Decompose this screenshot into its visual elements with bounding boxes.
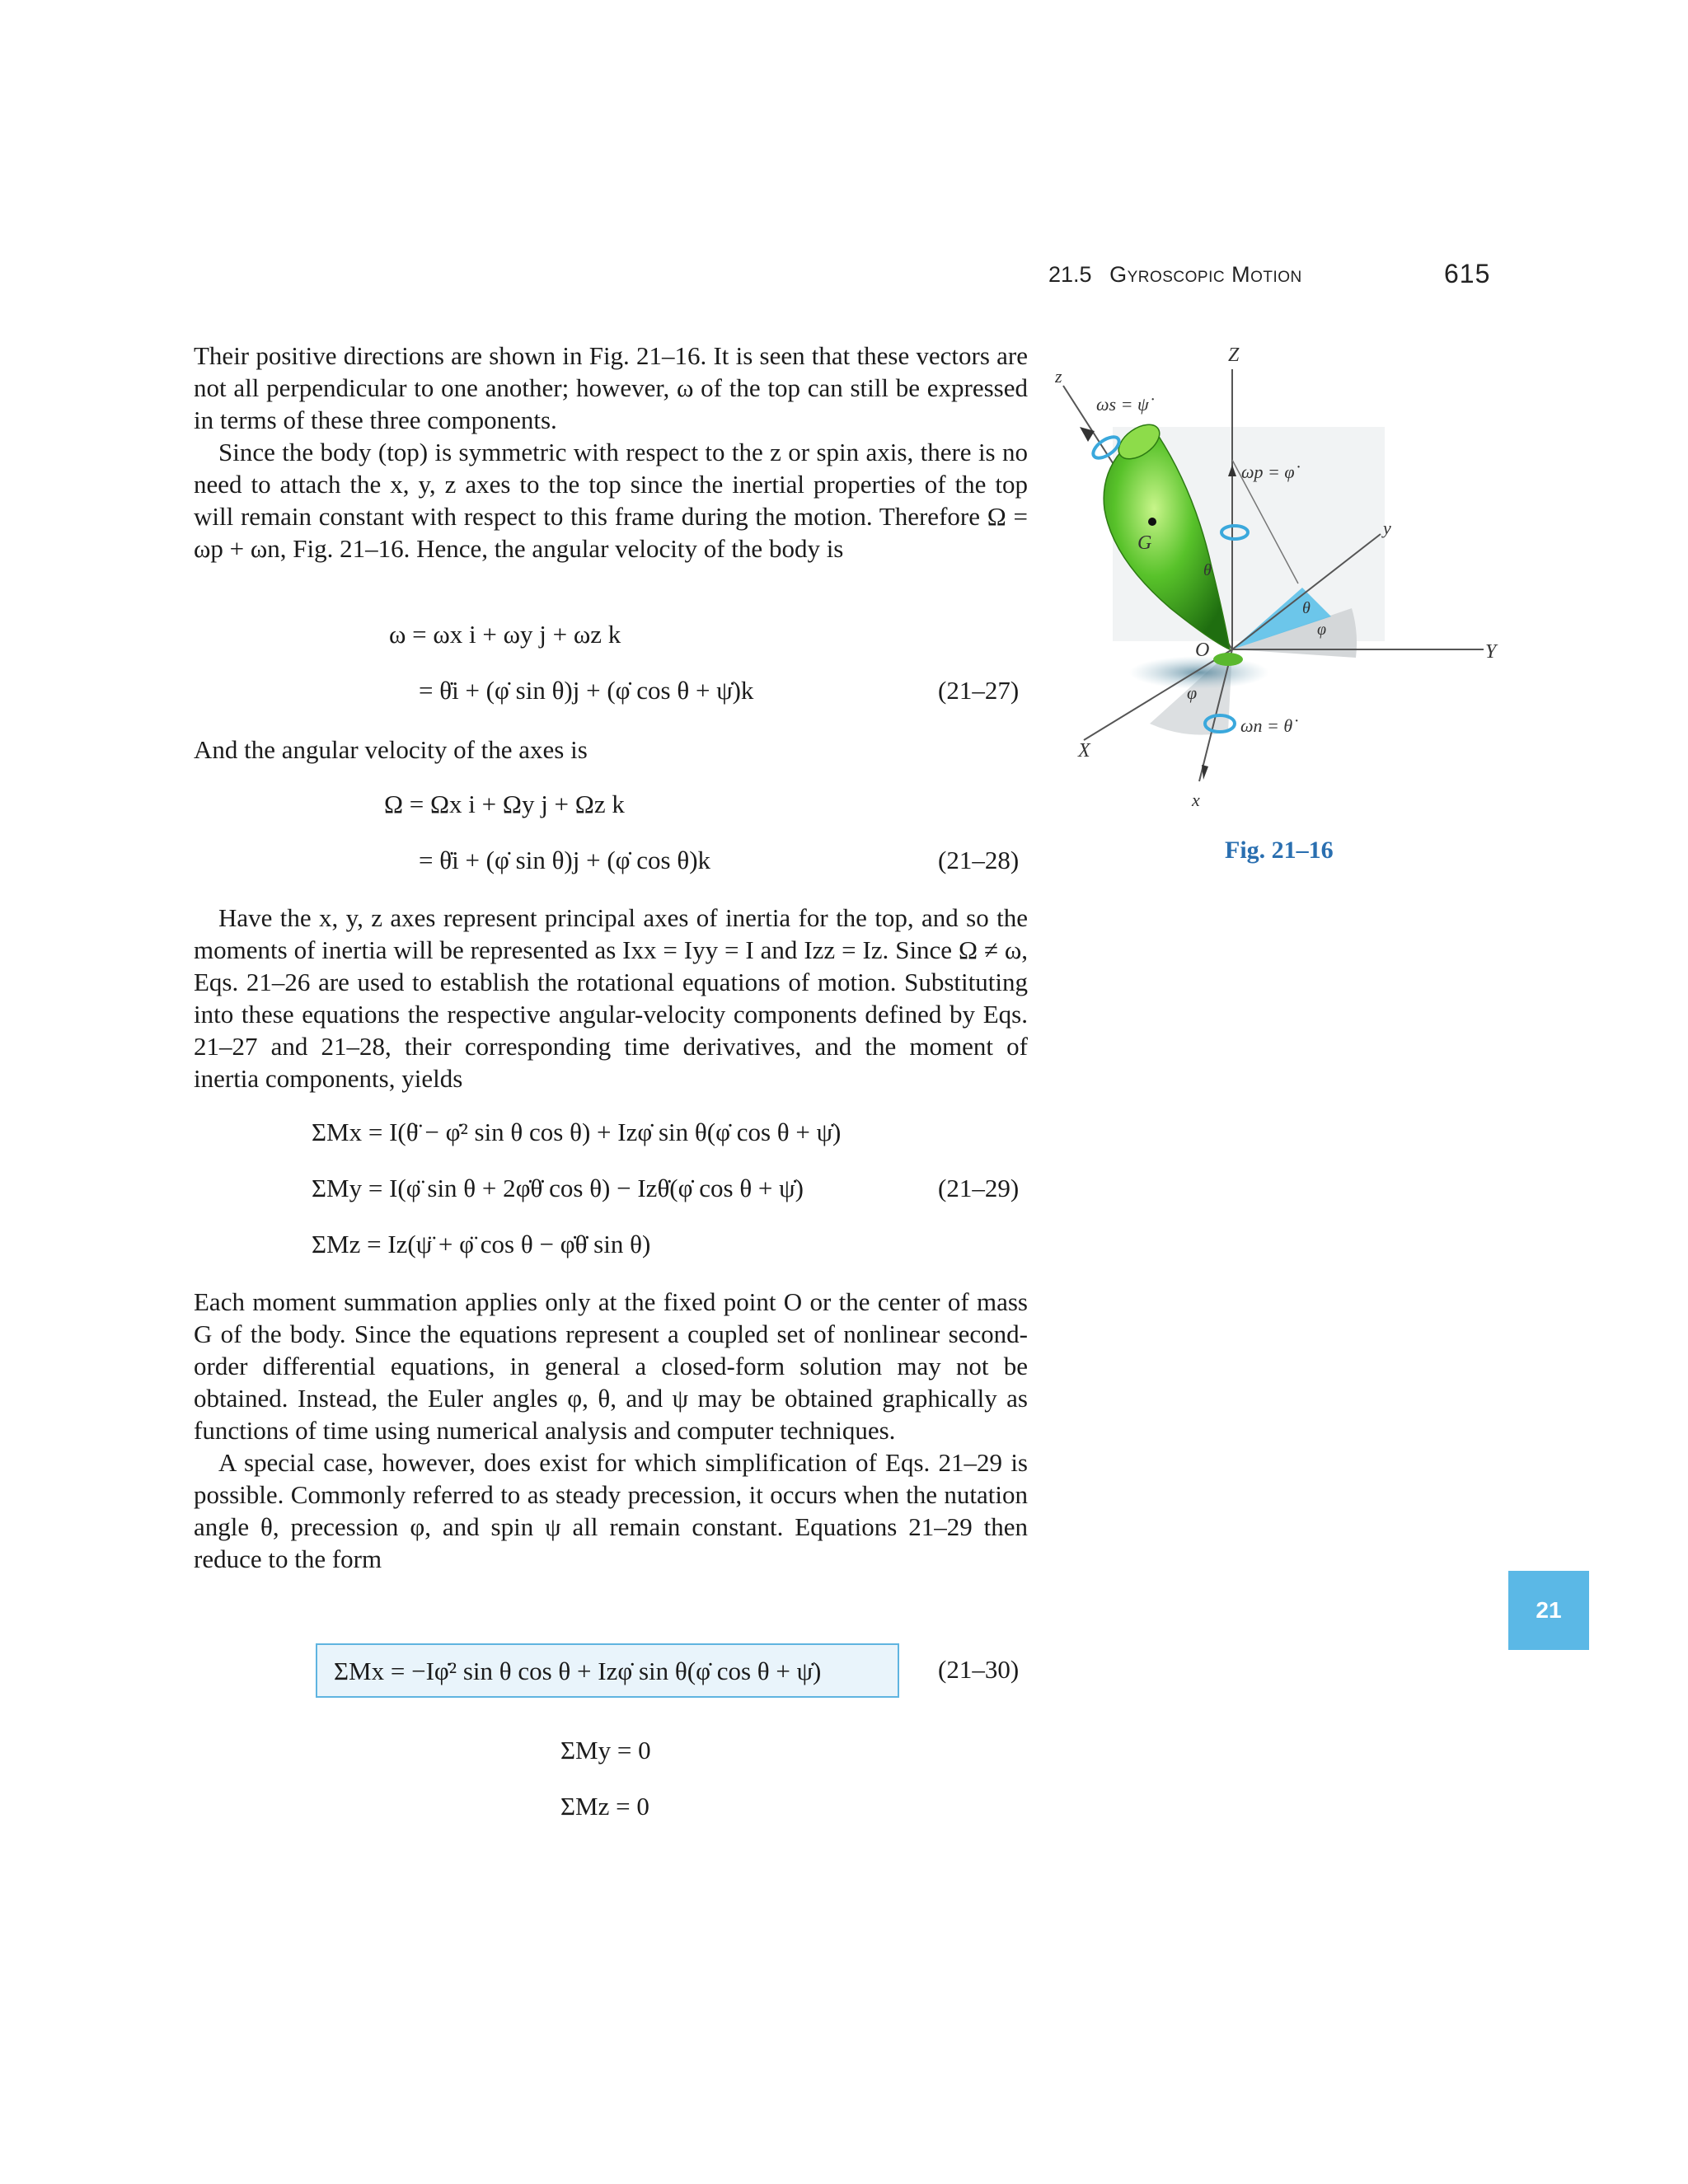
equation-21-30-line3: ΣMz = 0 — [560, 1792, 649, 1821]
label-phi-lower: φ — [1187, 682, 1198, 703]
paragraph-5: Each moment summation applies only at the fixed point O or the center of mass G of the body. Since the equations represent a coupled set of nonlinear second-order differential equations, in general a closed-form solution may not be obtained. Instead, the Euler angles φ, θ, and ψ may be obtained graphically as functions of time using numerical analysis and computer techniques. — [194, 1287, 1028, 1445]
section-number: 21.5 — [1048, 262, 1092, 287]
text-block-2 — [194, 733, 1028, 766]
equation-number-21-29: (21–29) — [938, 1174, 1020, 1202]
label-x: x — [1192, 790, 1200, 810]
equation-21-27-line1: ω = ωx i + ωy j + ωz k — [389, 620, 621, 649]
equation-number-21-27: (21–27) — [938, 676, 1020, 705]
label-X: X — [1078, 740, 1090, 762]
paragraph-2: Since the body (top) is symmetric with respect to the z or spin axis, there is no need to attach the x, y, z axes to the top since the inertial properties of the top will remain constant with respect to this frame during the motion. Therefore Ω = ωp + ωn, Fig. 21–16. Hence, the angular velocity of the body is — [194, 438, 1028, 563]
top-tip — [1213, 653, 1243, 666]
equation-21-30-line2: ΣMy = 0 — [560, 1736, 651, 1765]
label-z: z — [1055, 366, 1062, 387]
equation-21-28-line1: Ω = Ωx i + Ωy j + Ωz k — [384, 790, 625, 818]
label-omega-p: ωp = φ̇ — [1241, 462, 1295, 482]
chapter-tab: 21 — [1508, 1571, 1589, 1650]
section-title: Gyroscopic Motion — [1109, 262, 1302, 287]
equation-21-29-line1: ΣMx = I(θ̈ − φ̇² sin θ cos θ) + Izφ̇ sin θ(φ̇ cos θ + ψ̇) — [312, 1118, 842, 1146]
equation-number-21-30: (21–30) — [938, 1655, 1020, 1684]
equation-21-28-line2: = θ̇i + (φ̇ sin θ)j + (φ̇ cos θ)k — [419, 846, 711, 874]
running-header — [1048, 262, 1302, 288]
paragraph-3: And the angular velocity of the axes is — [194, 735, 588, 764]
page-number: 615 — [1444, 259, 1491, 288]
label-theta-top: θ — [1203, 561, 1212, 579]
label-Y: Y — [1485, 641, 1497, 663]
gyroscope-top-figure — [1055, 336, 1500, 823]
label-omega-n: ωn = θ̇ — [1240, 715, 1293, 736]
equation-21-30-line1: ΣMx = −Iφ̇² sin θ cos θ + Izφ̇ sin θ(φ̇ cos θ + ψ̇) — [334, 1657, 822, 1685]
paragraph-1: Their positive directions are shown in Fig. 21–16. It is seen that these vectors are not all perpendicular to one another; however, ω of the top can still be expressed in terms of these three components. — [194, 341, 1028, 434]
label-theta-sector: θ — [1302, 599, 1311, 617]
equation-21-27-line2: = θ̇i + (φ̇ sin θ)j + (φ̇ cos θ + ψ̇)k — [419, 676, 754, 705]
boxed-equation-21-30 — [316, 1643, 899, 1698]
equation-number-21-28: (21–28) — [938, 846, 1020, 874]
text-block-1 — [194, 340, 1028, 565]
figure-caption: Fig. 21–16 — [1225, 837, 1334, 864]
equation-21-29-line2: ΣMy = I(φ̈ sin θ + 2φ̇θ̇ cos θ) − Izθ̇(φ̇ cos θ + ψ̇) — [312, 1174, 804, 1202]
equation-21-29-line3: ΣMz = Iz(ψ̈ + φ̈ cos θ − φ̇θ̇ sin θ) — [312, 1230, 651, 1258]
label-Z: Z — [1228, 344, 1240, 366]
paragraph-6: A special case, however, does exist for which simplification of Eqs. 21–29 is possible. Commonly referred to as steady precession, it occurs when the nutation angle θ, precession φ, and spin ψ all remain constant. Equations 21–29 then reduce to the form — [194, 1448, 1028, 1573]
text-block-3 — [194, 902, 1028, 1094]
label-G: G — [1137, 532, 1152, 554]
paragraph-4: Have the x, y, z axes represent principal axes of inertia for the top, and so the moments of inertia will be represented as Ixx = Iyy = I and Izz = Iz. Since Ω ≠ ω, Eqs. 21–26 are used to establish the rotational equations of motion. Substituting into these equations the respective angular-velocity components defined by Eqs. 21–27 and 21–28, their corresponding time derivatives, and the moment of inertia components, yields — [194, 903, 1028, 1093]
center-of-mass-dot — [1148, 518, 1156, 526]
x-arrowhead-icon — [1202, 765, 1208, 780]
z-arrowhead-icon — [1080, 427, 1095, 442]
top-shadow — [1129, 656, 1269, 689]
label-y: y — [1383, 518, 1391, 538]
label-omega-s: ωs = ψ̇ — [1096, 394, 1149, 415]
label-phi-sector: φ — [1317, 621, 1327, 639]
text-block-4 — [194, 1286, 1028, 1575]
label-O: O — [1195, 640, 1210, 661]
